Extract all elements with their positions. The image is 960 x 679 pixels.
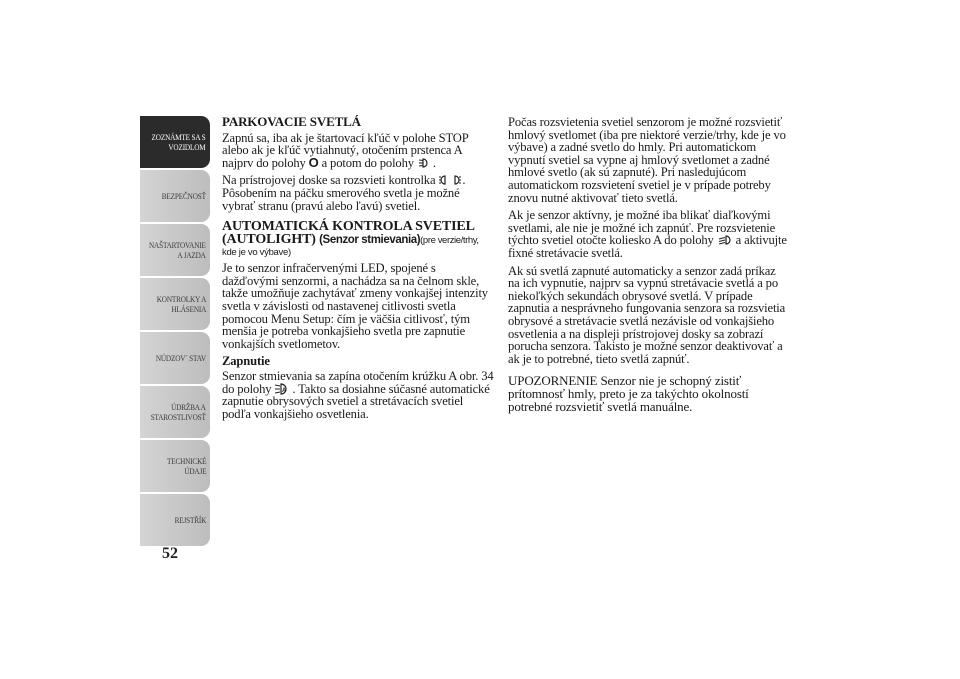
paragraph: Senzor stmievania sa zapína otočením krúžku A obr. 34 do polohy A . Takto sa dosiahne súčasné automatické zapnutie obrysových svetiel a stretávacích svetiel podľa vonkajšieho osvetlenia.	[222, 368, 494, 421]
low-beam-icon	[718, 234, 732, 246]
warning-note: UPOZORNENIE Senzor nie je schopný zistiť prítomnosť hmly, preto je za takýchto okolností potrebné rozsvietiť svetlá manuálne.	[508, 373, 749, 415]
paragraph: Ak je senzor aktívny, je možné iba blikať diaľkovými svetlami, ale nie je možné ich zapnúť. Pre rozsvietenie týchto svetiel otočte koliesko A do polohy a aktivujte fixné stretávacie svetlá.	[508, 208, 787, 260]
tab-emergency[interactable]	[140, 332, 210, 384]
paragraph: Ak sú svetlá zapnuté automaticky a senzor zadá príkaz na ich vypnutie, najprv sa vypnú stretávacie svetlá a po niekoľkých sekundách obrysové svetlá. V prípade zapnutia a nesprávneho fungovania senzora sa rozsvietia obrysové a stretávacie svetlá nezávisle od vonkajšieho osvetlenia a na displeji prístrojovej dosky sa zobrazí porucha senzora. Takisto je možné senzor deaktivovať a ak je to potrebné, tieto svetlá zapnúť.	[508, 263, 786, 366]
tab-label: REJSTŘÍK	[174, 515, 206, 525]
tab-label: ZOZNÁMTE SA S VOZIDLOM	[151, 132, 206, 152]
tab-technical-data[interactable]	[140, 440, 210, 492]
tab-label: BEZPEČNOSŤ	[161, 191, 206, 201]
tab-label: TECHNICKÉ ÚDAJE	[166, 456, 206, 476]
tab-label: NÚDZOV´ STAV	[155, 353, 206, 363]
subheading-switch-on: Zapnutie	[222, 354, 270, 369]
tab-index[interactable]	[140, 494, 210, 546]
tab-safety[interactable]	[140, 170, 210, 222]
svg-text:A: A	[282, 387, 287, 394]
tab-vehicle-intro[interactable]	[140, 116, 210, 168]
section-heading-autolight: AUTOMATICKÁ KONTROLA SVETIEL (AUTOLIGHT) (Senzor stmievania)(pre verzie/trhy, kde je vo výbave)	[222, 219, 479, 259]
paragraph: Na prístrojovej doske sa rozsvieti kontrolka . Pôsobením na páčku smerového svetla je možné vybrať stranu (pravú alebo ľavú) svetiel.	[222, 173, 466, 213]
parking-light-icon	[418, 157, 432, 169]
left-column	[222, 116, 494, 425]
right-column	[508, 116, 790, 418]
tab-label: KONTROLKY A HLÁSENIA	[156, 294, 206, 314]
position-o-symbol: O	[308, 154, 319, 170]
section-heading-parking-lights: PARKOVACIE SVETLÁ	[222, 114, 361, 129]
page-number: 52	[162, 545, 178, 562]
tab-label: ÚDRŽBA A STAROSTLIVOSŤ	[150, 402, 206, 422]
paragraph: Počas rozsvietenia svetiel senzorom je možné rozsvietiť hmlový svetlomet (iba pre niektoré verzie/trhy, kde je vo výbave) a zadné svetlo do hmly. Pri automatickom vypnutí svetiel sa vypne aj hmlový svetlomet a zadné hmlové svetlo (ak sú zapnuté). Pri nasledujúcom automatickom rozsvietení svetiel je v prípade potreby znovu nutné aktivovať tieto svetlá.	[508, 115, 786, 205]
paragraph: Zapnú sa, iba ak je štartovací kľúč v polohe STOP alebo ak je kľúč vytiahnutý, otočením prstenca A najprv do polohy O a potom do polohy .	[222, 130, 469, 170]
paragraph: Je to senzor infračervenými LED, spojené s dažďovými senzormi, a nachádza sa na čelnom skle, takže umožňuje zachytávať zmeny vonkajšej intenzity svetla v závislosti od nastavenej citlivosti svetla pomocou Menu Setup: čím je väčšia citlivosť, tým menšia je potreba vonkajšieho svetla pre zapnutie vonkajších svetlometov.	[222, 261, 488, 351]
tab-maintenance[interactable]	[140, 386, 210, 438]
chapter-tabs	[140, 116, 210, 548]
tab-label: NAŠTARTOVANIE A JAZDA	[149, 240, 206, 260]
tab-warning-lights[interactable]	[140, 278, 210, 330]
side-lights-indicator-icon	[439, 174, 461, 186]
tab-starting-driving[interactable]	[140, 224, 210, 276]
auto-light-icon	[275, 383, 291, 395]
